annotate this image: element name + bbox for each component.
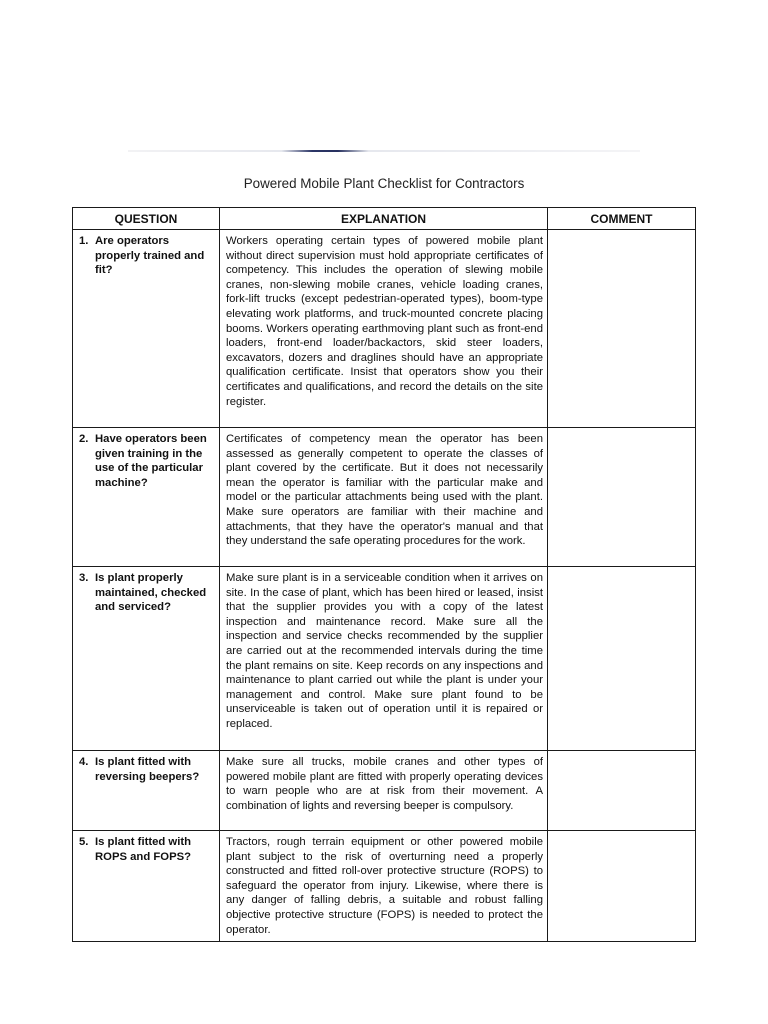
comment-cell — [548, 751, 696, 831]
header-row — [73, 208, 696, 230]
question-number: 4. — [79, 756, 89, 768]
question-cell — [73, 230, 220, 428]
table-row — [73, 230, 696, 428]
explanation-cell: Certificates of competency mean the operator has been assessed as generally competent to operate the classes of plant covered by the certificate. But it does not necessarily mean the operator is familiar with the particular make and model or the particular attachments being used with the plant. Make sure operators are familiar with their machine and attachments, that they have the operator's manual and that they understand the safe operating procedures for the work. — [220, 428, 548, 567]
comment-cell — [548, 831, 696, 942]
explanation-cell: Workers operating certain types of powered mobile plant without direct supervision must hold appropriate certificates of competency. This includes the operation of slewing mobile cranes, non-slewing mobile cranes, vehicle loading cranes, fork-lift trucks (except pedestrian-operated types), boom-type elevating work platforms, and truck-mounted concrete placing booms. Workers operating earthmoving plant such as front-end loaders, front-end loader/backactors, skid steer loaders, excavators, dozers and draglines should have an appropriate qualification certificate. Insist that operators show you their certificates and qualifications, and record the details on the site register. — [220, 230, 548, 428]
document-title: Powered Mobile Plant Checklist for Contractors — [243, 176, 525, 191]
table-row — [73, 751, 696, 831]
explanation-cell: Tractors, rough terrain equipment or other powered mobile plant subject to the risk of overturning need a properly constructed and fitted roll-over protective structure (ROPS) to safeguard the operator from injury. Likewise, where there is any danger of falling debris, a suitable and robust falling objective protective structure (FOPS) is needed to protect the operator. — [220, 831, 548, 942]
checklist-table — [72, 207, 696, 942]
question-text: Have operators been given training in the use of the particular machine? — [95, 433, 207, 489]
question-number: 3. — [79, 572, 89, 584]
question-text: Is plant fitted with reversing beepers? — [95, 756, 200, 783]
header-rule — [128, 150, 640, 152]
question-cell — [73, 567, 220, 751]
explanation-header: EXPLANATION — [220, 208, 548, 230]
explanation-cell: Make sure plant is in a serviceable condition when it arrives on site. In the case of plant, which has been hired or leased, insist that the supplier provides you with a copy of the latest inspection and maintenance record. Make sure all the inspection and service checks recommended by the supplier are carried out at the recommended intervals during the time the plant remains on site. Keep records on any inspections and maintenance to plant carried out while the plant is under your management and control. Make sure plant found to be unserviceable is taken out of operation until it is repaired or replaced. — [220, 567, 548, 751]
question-header: QUESTION — [73, 208, 220, 230]
table-row — [73, 428, 696, 567]
comment-header: COMMENT — [548, 208, 696, 230]
question-text: Are operators properly trained and fit? — [95, 235, 205, 277]
question-cell — [73, 428, 220, 567]
question-text: Is plant properly maintained, checked and serviced? — [95, 572, 207, 614]
table-row — [73, 567, 696, 751]
comment-cell — [548, 230, 696, 428]
comment-cell — [548, 428, 696, 567]
question-number: 1. — [79, 235, 89, 247]
question-number: 5. — [79, 836, 89, 848]
question-number: 2. — [79, 433, 89, 445]
comment-cell — [548, 567, 696, 751]
question-cell — [73, 831, 220, 942]
explanation-cell: Make sure all trucks, mobile cranes and other types of powered mobile plant are fitted with properly operating devices to warn people who are at risk from their movement. A combination of lights and reversing beeper is compulsory. — [220, 751, 548, 831]
question-cell — [73, 751, 220, 831]
table-row — [73, 831, 696, 942]
question-text: Is plant fitted with ROPS and FOPS? — [95, 836, 192, 863]
